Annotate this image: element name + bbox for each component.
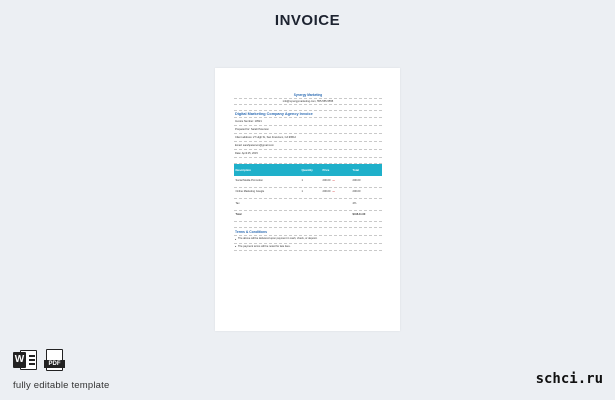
terms-item: ● The payment terms will be noted for late fees.: [234, 244, 382, 252]
row-price: [321, 180, 351, 183]
row-total: 200.00: [352, 190, 361, 194]
page-title: INVOICE: [274, 12, 341, 29]
row-total: 200.00: [352, 178, 361, 182]
company-name: Synergy Marketing: [234, 92, 382, 99]
terms-item: ● The above will be delivered upon payment in cash, check, or deposit.: [234, 236, 382, 244]
col-description: Description: [235, 167, 251, 172]
brand-logo: schci.ru: [535, 371, 603, 387]
row-price: [321, 191, 351, 194]
row-description: Social Media Promotion: [235, 178, 263, 182]
unit-tag: ea: [332, 191, 335, 194]
row-description: Tax: [235, 201, 240, 205]
invoice-number: Invoice Number: 10521: [234, 118, 382, 126]
editable-caption: fully editable template: [13, 380, 110, 391]
format-icons: [13, 349, 66, 372]
word-icon: [13, 349, 38, 371]
row-description: Online Marketing Google: [235, 190, 265, 194]
invoice-document-preview[interactable]: [215, 68, 400, 331]
unit-tag: ea: [332, 179, 335, 182]
client-address: Client address: 27 High St, San Francisco, CA 99512: [234, 134, 382, 142]
invoice-title: Digital Marketing Company Agency Invoice: [234, 111, 382, 118]
col-price: Price: [322, 167, 330, 172]
table-header: [234, 164, 382, 176]
col-total: Total: [352, 167, 359, 172]
row-quantity: 1: [301, 190, 303, 194]
row-total: 4%: [352, 201, 357, 205]
pdf-label: PDF: [44, 360, 65, 368]
row-total: $416.11.00: [352, 213, 366, 217]
table-row: [234, 188, 382, 200]
word-letter: W: [13, 352, 26, 368]
row-description: Total: [235, 213, 242, 217]
col-quantity: Quantity: [301, 167, 313, 172]
terms-title: Terms & Conditions: [234, 228, 382, 236]
price-value: 200.00: [322, 190, 331, 194]
pdf-icon: [44, 349, 66, 372]
company-contact: info@synergymarketing.com, 555-555-5555: [234, 99, 382, 105]
prepared-for: Prepared for: Sarah Peterson: [234, 126, 382, 134]
invoice-date: Date: April 25, 2015: [234, 150, 382, 158]
price-value: 200.00: [322, 178, 331, 182]
client-email: Email: sarahpeterson@gmail.com: [234, 142, 382, 150]
table-row: [234, 176, 382, 188]
invoice-sheet: [234, 92, 382, 251]
blank-row: [234, 158, 382, 164]
row-quantity: 1: [301, 178, 303, 182]
table-row: [234, 211, 382, 223]
table-row: [234, 199, 382, 211]
